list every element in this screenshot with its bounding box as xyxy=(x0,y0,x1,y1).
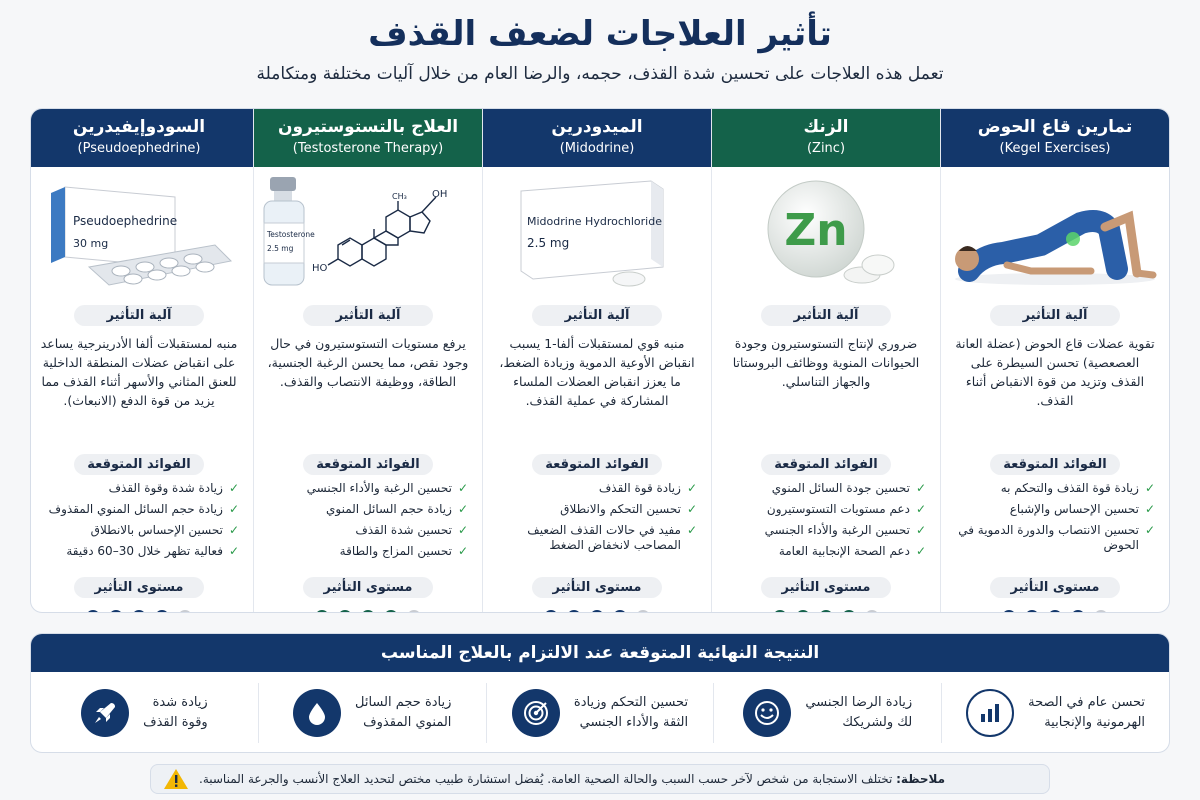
benefit-item: ✓ دعم مستويات التستوستيرون xyxy=(766,502,926,516)
check-icon: ✓ xyxy=(915,544,926,558)
level-dot-filled xyxy=(1025,610,1039,613)
benefits-list xyxy=(483,475,711,577)
mechanism-label: آلية التأثير xyxy=(532,305,662,326)
zinc-tablet-illustration xyxy=(712,167,940,297)
benefit-item: ✓ مفيد في حالات القذف الضعيف المصاحب لانخفاض الضغط xyxy=(527,523,697,552)
final-result-panel xyxy=(30,633,1170,753)
note-bar xyxy=(150,764,1050,794)
smile-icon xyxy=(743,689,791,737)
molecule-ch3: CH₃ xyxy=(392,192,407,201)
benefits-list xyxy=(941,475,1169,577)
level-dot-filled xyxy=(361,610,375,613)
mechanism-label: آلية التأثير xyxy=(74,305,204,326)
mechanism-text: ضروري لإنتاج التستوستيرون وجودة الحيوانات المنوية ووظائف البروستاتا والجهاز التناسلي. xyxy=(732,336,920,389)
benefit-item: ✓ تحسين الإحساس والإشباع xyxy=(1009,502,1155,516)
level-dot-filled xyxy=(1071,610,1085,613)
benefit-item: ✓ زيادة قوة القذف والتحكم به xyxy=(1000,481,1155,495)
check-icon: ✓ xyxy=(915,502,926,516)
check-icon: ✓ xyxy=(457,502,468,516)
benefit-item: ✓ تحسين شدة القذف xyxy=(355,523,468,537)
molecule-ho: HO xyxy=(312,263,328,274)
benefits-list xyxy=(254,475,482,577)
level-dot-empty xyxy=(1094,610,1108,613)
column-header xyxy=(483,109,711,167)
benefit-item: ✓ زيادة حجم السائل المنوي xyxy=(326,502,468,516)
box-dose: 2.5 mg xyxy=(527,236,570,250)
level-dot-filled xyxy=(132,610,146,613)
level-dot-filled xyxy=(567,610,581,613)
outcome-item: زيادة شدة وقوة القذف xyxy=(31,683,258,743)
check-icon: ✓ xyxy=(686,502,697,516)
note-text: تختلف الاستجابة من شخص لآخر حسب السبب والحالة الصحية العامة. يُفضل استشارة طبيب مختص لتحديد العلاج الأنسب والجرعة المناسبة. xyxy=(199,772,893,786)
mechanism-text: منبه قوي لمستقبلات ألفا-1 يسبب انقباض الأوعية الدموية وزيادة الضغط، ما يعزز انقباض العضلات الملساء المشاركة في عملية القذف. xyxy=(499,336,695,408)
benefits-label: الفوائد المتوقعة xyxy=(761,454,891,475)
level-dot-filled xyxy=(773,610,787,613)
level-dots xyxy=(712,610,940,613)
check-icon: ✓ xyxy=(915,523,926,537)
zinc-symbol: Zn xyxy=(784,205,848,256)
outcome-item: تحسن عام في الصحة الهرمونية والإنجابية xyxy=(941,683,1169,743)
check-icon: ✓ xyxy=(686,481,697,495)
level-label: مستوى التأثير xyxy=(990,577,1120,598)
column-header xyxy=(941,109,1169,167)
page-subtitle: تعمل هذه العلاجات على تحسين شدة القذف، حجمه، والرضا العام من خلال آليات مختلفة ومتكاملة xyxy=(256,64,944,84)
treatment-name: العلاج بالتستوستيرون xyxy=(277,117,459,137)
level-dot-empty xyxy=(407,610,421,613)
mechanism-text: يرفع مستويات التستوستيرون في حال وجود نقص، مما يحسن الرغبة الجنسية، الطاقة، ووظيفة الانتصاب والقذف. xyxy=(267,336,469,389)
drop-icon xyxy=(293,689,341,737)
level-dot-filled xyxy=(796,610,810,613)
level-dot-filled xyxy=(315,610,329,613)
box-dose: 30 mg xyxy=(73,237,109,250)
check-icon: ✓ xyxy=(1144,481,1155,495)
check-icon: ✓ xyxy=(228,481,239,495)
level-label: مستوى التأثير xyxy=(532,577,662,598)
level-dot-empty xyxy=(178,610,192,613)
box-label: Midodrine Hydrochloride xyxy=(527,215,662,228)
vial-dose: 2.5 mg xyxy=(267,244,294,253)
level-label: مستوى التأثير xyxy=(761,577,891,598)
benefits-label: الفوائد المتوقعة xyxy=(532,454,662,475)
outcome-item: زيادة الرضا الجنسي لك ولشريكك xyxy=(713,683,941,743)
treatment-name: الزنك xyxy=(803,117,849,137)
benefit-item: ✓ تحسين الإحساس بالانطلاق xyxy=(90,523,239,537)
pseudoephedrine-box-illustration xyxy=(30,167,253,297)
result-heading: النتيجة النهائية المتوقعة عند الالتزام بالعلاج المناسب xyxy=(31,634,1169,672)
check-icon: ✓ xyxy=(457,544,468,558)
column-header xyxy=(30,109,253,167)
treatments-table xyxy=(30,108,1170,613)
level-dot-empty xyxy=(636,610,650,613)
level-dots xyxy=(483,610,711,613)
page-title: تأثير العلاجات لضعف القذف xyxy=(368,14,832,54)
benefit-item: ✓ فعالية تظهر خلال 30–60 دقيقة xyxy=(66,544,239,558)
benefit-item: ✓ تحسين الانتصاب والدورة الدموية في الحوض xyxy=(958,523,1155,552)
treatment-name-en: (Testosterone Therapy) xyxy=(292,141,444,156)
benefit-item: ✓ تحسين التحكم والانطلاق xyxy=(560,502,697,516)
midodrine-box-illustration xyxy=(483,167,711,297)
benefit-item: ✓ دعم الصحة الإنجابية العامة xyxy=(778,544,926,558)
benefits-label: الفوائد المتوقعة xyxy=(303,454,433,475)
target-icon xyxy=(512,689,560,737)
box-label: Pseudoephedrine xyxy=(73,214,178,228)
benefit-item: ✓ زيادة حجم السائل المنوي المقذوف xyxy=(48,502,239,516)
benefits-list xyxy=(30,475,253,577)
level-dot-filled xyxy=(1048,610,1062,613)
mechanism-text: منبه لمستقبلات ألفا الأدرينرجية يساعد على انقباض عضلات المنطقة الداخلية للعنق المثاني والأسهر أثناء القذف مما يزيد من قوة الدفع (الانبعاث). xyxy=(40,336,238,408)
note-label: ملاحظة: xyxy=(896,772,946,786)
level-dots xyxy=(30,610,253,613)
level-label: مستوى التأثير xyxy=(74,577,204,598)
rocket-icon xyxy=(81,689,129,737)
treatment-name-en: (Midodrine) xyxy=(559,141,635,156)
column-header xyxy=(712,109,940,167)
treatment-column-testosterone xyxy=(253,109,482,612)
benefit-item: ✓ تحسين المزاج والطاقة xyxy=(339,544,468,558)
treatment-column-pseudoephedrine xyxy=(30,109,253,612)
kegel-exercise-illustration xyxy=(941,167,1169,297)
check-icon: ✓ xyxy=(228,544,239,558)
check-icon: ✓ xyxy=(1144,502,1155,516)
benefit-item: ✓ زيادة شدة وقوة القذف xyxy=(108,481,239,495)
treatment-column-zinc xyxy=(711,109,940,612)
bar-chart-icon xyxy=(966,689,1014,737)
treatment-name: السودوإيفيدرين xyxy=(72,117,206,137)
treatment-name-en: (Kegel Exercises) xyxy=(999,141,1111,156)
level-dot-filled xyxy=(86,610,100,613)
benefit-item: ✓ زيادة قوة القذف xyxy=(598,481,697,495)
level-dot-empty xyxy=(865,610,879,613)
check-icon: ✓ xyxy=(915,481,926,495)
warning-icon xyxy=(163,768,189,790)
benefits-label: الفوائد المتوقعة xyxy=(74,454,204,475)
level-dot-filled xyxy=(384,610,398,613)
check-icon: ✓ xyxy=(228,502,239,516)
level-dot-filled xyxy=(613,610,627,613)
treatment-column-kegel xyxy=(940,109,1169,612)
treatment-name: تمارين قاع الحوض xyxy=(977,117,1133,137)
benefit-item: ✓ تحسين جودة السائل المنوي xyxy=(771,481,926,495)
treatment-column-midodrine xyxy=(482,109,711,612)
testosterone-vial-illustration xyxy=(254,167,482,297)
benefits-label: الفوائد المتوقعة xyxy=(990,454,1120,475)
molecule-oh: OH xyxy=(432,189,448,200)
outcome-item: تحسين التحكم وزيادة الثقة والأداء الجنسي xyxy=(486,683,714,743)
level-dot-filled xyxy=(1002,610,1016,613)
mechanism-label: آلية التأثير xyxy=(990,305,1120,326)
benefit-item: ✓ تحسين الرغبة والأداء الجنسي xyxy=(764,523,926,537)
check-icon: ✓ xyxy=(1144,523,1155,537)
benefit-item: ✓ تحسين الرغبة والأداء الجنسي xyxy=(306,481,468,495)
level-dot-filled xyxy=(155,610,169,613)
level-dot-filled xyxy=(544,610,558,613)
treatment-name-en: (Zinc) xyxy=(806,141,846,156)
level-dot-filled xyxy=(819,610,833,613)
level-dot-filled xyxy=(842,610,856,613)
outcome-item: زيادة حجم السائل المنوي المقذوف xyxy=(258,683,486,743)
benefits-list xyxy=(712,475,940,577)
level-dot-filled xyxy=(338,610,352,613)
check-icon: ✓ xyxy=(228,523,239,537)
level-dot-filled xyxy=(109,610,123,613)
mechanism-text: تقوية عضلات قاع الحوض (عضلة العانة العصعصية) تحسن السيطرة على القذف وتزيد من قوة الانقباض أثناء القذف. xyxy=(955,336,1155,408)
mechanism-label: آلية التأثير xyxy=(303,305,433,326)
vial-label: Testosterone xyxy=(267,230,315,239)
check-icon: ✓ xyxy=(686,523,697,537)
outcomes-row xyxy=(31,672,1169,753)
check-icon: ✓ xyxy=(457,481,468,495)
level-dot-filled xyxy=(590,610,604,613)
treatment-name: الميدودرين xyxy=(551,117,643,137)
treatment-name-en: (Pseudoephedrine) xyxy=(77,141,201,156)
check-icon: ✓ xyxy=(457,523,468,537)
level-dots xyxy=(254,610,482,613)
level-label: مستوى التأثير xyxy=(303,577,433,598)
column-header xyxy=(254,109,482,167)
mechanism-label: آلية التأثير xyxy=(761,305,891,326)
level-dots xyxy=(941,610,1169,613)
